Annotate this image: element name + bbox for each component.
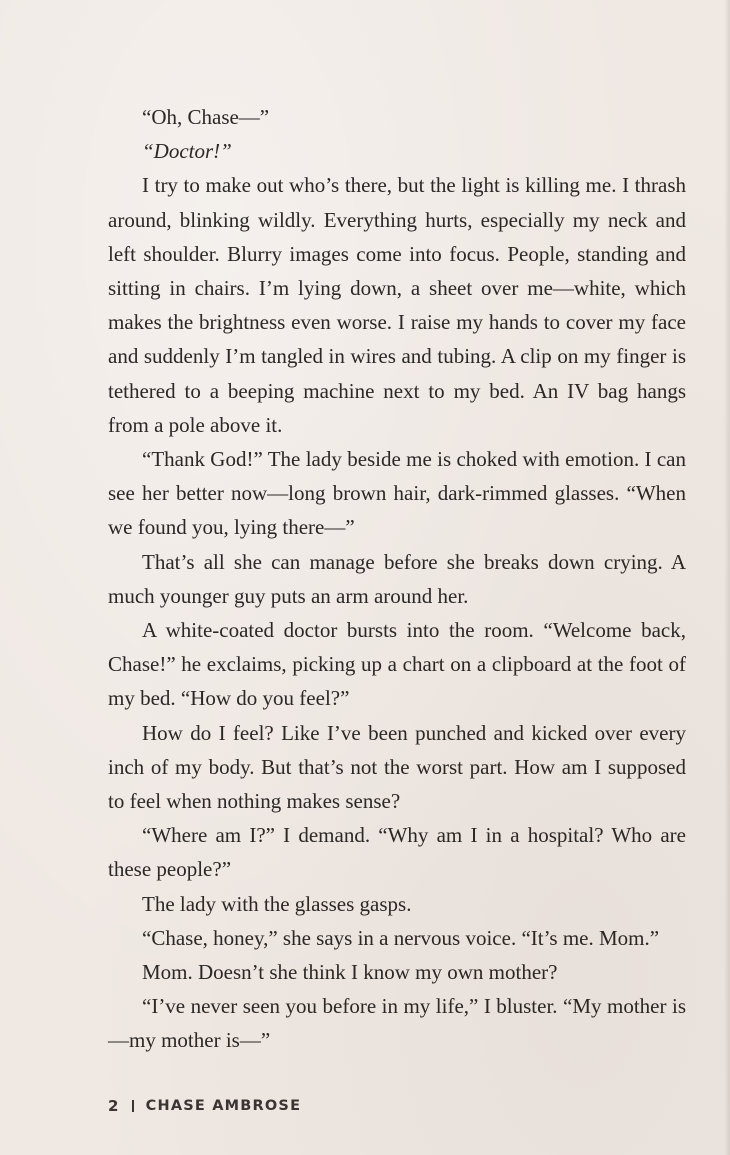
paragraph: Mom. Doesn’t she think I know my own mother?: [142, 960, 558, 985]
page-footer: [108, 1097, 301, 1115]
footer-divider: [132, 1100, 134, 1112]
running-head: CHASE AMBROSE: [145, 1098, 302, 1114]
paragraph: A white-coated doctor bursts into the room. “Welcome back, Chase!” he exclaims, picking up a chart on a clipboard at the foot of my bed. “How do you feel?”: [108, 618, 686, 711]
paragraph: “Oh, Chase—”: [142, 105, 270, 129]
paragraph: “Thank God!” The lady beside me is choked with emotion. I can see her better now—long brown hair, dark-rimmed glasses. “When we found you, lying there—”: [108, 447, 686, 540]
body-text: [108, 100, 686, 1058]
paragraph: “Doctor!”: [142, 139, 232, 164]
page-number: 2: [108, 1097, 120, 1115]
page-edge-shadow: [724, 0, 730, 1155]
paragraph: How do I feel? Like I’ve been punched and kicked over every inch of my body. But that’s not the worst part. How am I supposed to feel when nothing makes sense?: [108, 720, 686, 814]
paragraph: That’s all she can manage before she breaks down crying. A much younger guy puts an arm around her.: [108, 549, 686, 608]
paragraph: “I’ve never seen you before in my life,” I bluster. “My mother is—my mother is—”: [108, 994, 686, 1053]
paragraph: “Chase, honey,” she says in a nervous voice. “It’s me. Mom.”: [142, 925, 660, 950]
paragraph: “Where am I?” I demand. “Why am I in a hospital? Who are these people?”: [108, 823, 686, 882]
paragraph: I try to make out who’s there, but the light is killing me. I thrash around, blinking wildly. Everything hurts, especially my neck and left shoulder. Blurry images come into focus. People, standing and sitting in chairs. I’m lying down, a sheet over me—white, which makes the brightness even worse. I raise my hands to cover my face and suddenly I’m tangled in wires and tubing. A clip on my finger is tethered to a beeping machine next to my bed. An IV bag hangs from a pole above it.: [108, 173, 686, 437]
paragraph: The lady with the glasses gasps.: [142, 891, 412, 916]
